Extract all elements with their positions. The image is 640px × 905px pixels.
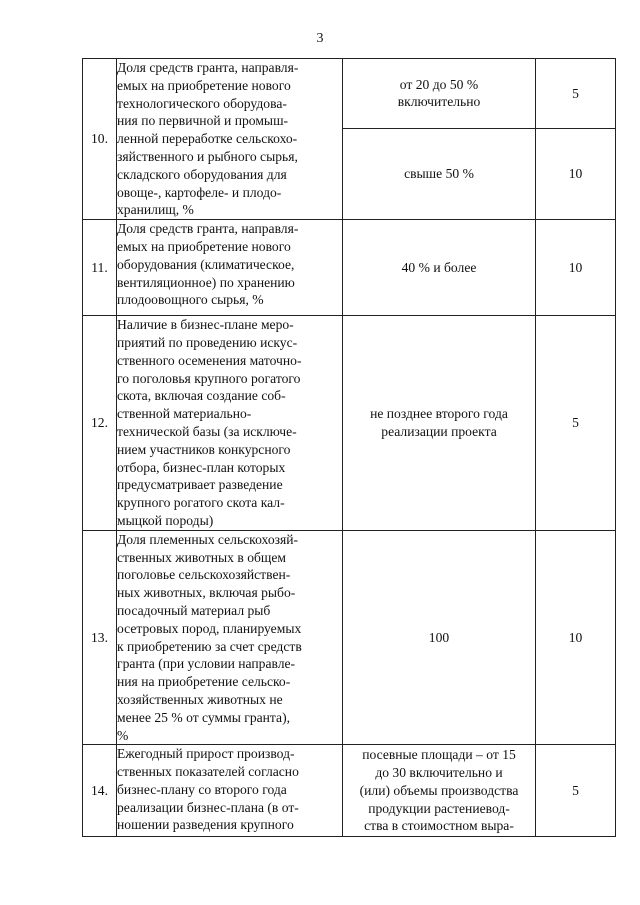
criterion-value: свыше 50 % bbox=[343, 128, 536, 219]
criterion-text: Доля средств гранта, направля- емых на приобретение нового технологического оборудова- ния по первичной и промыш- ленной переработке сельскохо- зяйственного и рыбного сырья, складского оборудования для овоще-, картофеле- и плодо- хранилищ, % bbox=[117, 59, 343, 220]
row-number: 10. bbox=[83, 59, 117, 220]
criterion-points: 10 bbox=[536, 220, 616, 316]
table-row bbox=[83, 220, 616, 316]
criterion-text: Доля средств гранта, направля- емых на приобретение нового оборудования (климатическое, вентиляционное) по хранению плодоовощного сырья, % bbox=[117, 220, 343, 316]
page-number: 3 bbox=[316, 31, 324, 46]
criterion-text: Ежегодный прирост производ- ственных показателей согласно бизнес-плану со второго года реализации бизнес-плана (в от- ношении разведения крупного bbox=[117, 745, 343, 837]
criterion-value: посевные площади – от 15 до 30 включительно и (или) объемы производства продукции растениевод- ства в стоимостном выра- bbox=[343, 745, 536, 837]
row-number: 12. bbox=[83, 316, 117, 531]
criteria-table bbox=[82, 58, 616, 837]
row-number: 11. bbox=[83, 220, 117, 316]
criterion-points: 10 bbox=[536, 128, 616, 219]
table-row bbox=[83, 316, 616, 531]
criterion-value: от 20 до 50 % включительно bbox=[343, 59, 536, 129]
criterion-value: 100 bbox=[343, 530, 536, 745]
row-number: 13. bbox=[83, 530, 117, 745]
row-number: 14. bbox=[83, 745, 117, 837]
criterion-points: 5 bbox=[536, 316, 616, 531]
table-row bbox=[83, 530, 616, 745]
table-row bbox=[83, 59, 616, 129]
criterion-text: Доля племенных сельскохозяй- ственных животных в общем поголовье сельскохозяйствен- ных животных, включая рыбо- посадочный материал рыб осетровых пород, планируемых к приобретению за счет средств гранта (при условии направле- ния на приобретение сельско- хозяйственных животных не менее 25 % от суммы гранта), % bbox=[117, 530, 343, 745]
criterion-points: 5 bbox=[536, 59, 616, 129]
criterion-value: 40 % и более bbox=[343, 220, 536, 316]
criterion-text: Наличие в бизнес-плане меро- приятий по проведению искус- ственного осеменения маточно- го поголовья крупного рогатого скота, включая создание соб- ственной материально- технической базы (за исключе- нием участников конкурсного отбора, бизнес-план которых предусматривает разведение крупного рогатого скота кал- мыцкой породы) bbox=[117, 316, 343, 531]
criterion-points: 10 bbox=[536, 530, 616, 745]
criterion-points: 5 bbox=[536, 745, 616, 837]
table-row bbox=[83, 745, 616, 837]
criterion-value: не позднее второго года реализации проекта bbox=[343, 316, 536, 531]
